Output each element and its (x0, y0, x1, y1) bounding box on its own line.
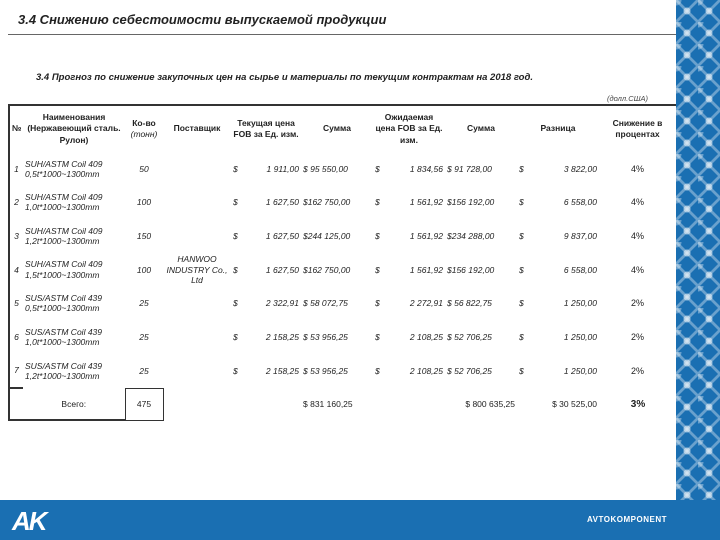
row-sum2: $234 288,00 (447, 230, 495, 241)
row-diff-dollar: $ (519, 298, 524, 309)
row-pct: 4% (599, 253, 677, 287)
total-diff: $ 30 525,00 (552, 399, 597, 410)
row-name: SUH/ASTM Coil 409 1,2t*1000~1300mm (25, 225, 103, 246)
row-num: 3 (9, 219, 23, 253)
row-sum2: $ 56 822,75 (447, 298, 492, 309)
currency-unit-note: (долл.США) (607, 94, 649, 103)
header-pct: Снижение в процентах (599, 105, 677, 152)
row-expected-dollar: $ (375, 365, 380, 376)
header-name: Наименования (Нержавеющий сталь. Рулон) (23, 105, 125, 152)
row-diff-dollar: $ (519, 365, 524, 376)
decorative-pattern-strip (676, 0, 720, 540)
row-pct: 4% (599, 152, 677, 186)
row-expected-price (373, 354, 445, 389)
row-expected-value: 1 561,92 (409, 264, 443, 275)
row-expected-value: 1 561,92 (409, 197, 443, 208)
table-row (9, 253, 677, 287)
table-row (9, 186, 677, 220)
row-diff-dollar: $ (519, 264, 524, 275)
row-current-dollar: $ (233, 230, 238, 241)
row-name: SUS/ASTM Coil 439 0,5t*1000~1300mm (25, 292, 102, 314)
row-current-dollar: $ (233, 197, 238, 208)
header-num: № (9, 105, 23, 152)
table-row (9, 286, 677, 320)
company-logo: AK (12, 506, 46, 536)
row-diff (517, 286, 599, 320)
row-diff-dollar: $ (519, 230, 524, 241)
row-expected-value: 1 561,92 (409, 230, 443, 241)
footer-bar (0, 500, 720, 540)
row-expected-dollar: $ (375, 331, 380, 342)
row-diff-value: 6 558,00 (563, 264, 597, 275)
table-header-row (9, 105, 677, 152)
row-current-price (231, 286, 301, 320)
row-current-price (231, 253, 301, 287)
header-qty-label: Ко-во (132, 117, 156, 128)
row-name: SUS/ASTM Coil 439 1,2t*1000~1300mm (25, 360, 102, 381)
row-sum2: $156 192,00 (447, 264, 495, 275)
row-current-dollar: $ (233, 298, 238, 309)
row-qty: 150 (136, 230, 152, 241)
row-diff (517, 354, 599, 389)
row-diff-dollar: $ (519, 331, 524, 342)
row-sum2: $156 192,00 (447, 197, 495, 208)
row-expected-dollar: $ (375, 230, 380, 241)
row-expected-dollar: $ (375, 197, 380, 208)
row-qty: 25 (139, 331, 149, 342)
row-sum2: $ 52 706,25 (447, 331, 492, 342)
row-diff (517, 152, 599, 186)
row-current-dollar: $ (233, 331, 238, 342)
supplier-cell: HANWOO INDUSTRY Co., Ltd (166, 254, 228, 286)
row-diff-value: 6 558,00 (563, 197, 597, 208)
row-diff-dollar: $ (519, 197, 524, 208)
row-name: SUH/ASTM Coil 409 1,0t*1000~1300mm (25, 192, 103, 213)
total-pct: 3% (630, 398, 646, 410)
header-qty-unit: (тонн) (130, 129, 158, 139)
row-expected-value: 2 272,91 (409, 298, 443, 309)
row-expected-price (373, 320, 445, 354)
row-current-price (231, 186, 301, 220)
row-qty: 25 (139, 298, 149, 309)
row-diff-value: 9 837,00 (563, 230, 597, 241)
row-expected-dollar: $ (375, 264, 380, 275)
header-qty (125, 105, 163, 152)
price-forecast-table (8, 104, 678, 421)
row-expected-dollar: $ (375, 298, 380, 309)
row-current-value: 1 627,50 (265, 197, 299, 208)
header-expected-price: Ожидаемая цена FOB за Ед. изм. (373, 105, 445, 152)
header-sum: Сумма (301, 105, 373, 152)
row-pct: 4% (599, 186, 677, 220)
row-num: 5 (9, 286, 23, 320)
total-empty-expected (373, 388, 445, 420)
row-expected-price (373, 286, 445, 320)
row-current-value: 1 911,00 (266, 163, 299, 174)
header-supplier: Поставщик (163, 105, 231, 152)
header-sum2: Сумма (445, 105, 517, 152)
row-sum2: $ 52 706,25 (447, 365, 492, 376)
row-pct: 2% (599, 286, 677, 320)
row-expected-price (373, 253, 445, 287)
row-current-price (231, 354, 301, 389)
row-num: 6 (9, 320, 23, 354)
row-pct: 2% (599, 354, 677, 389)
title-divider (8, 34, 676, 35)
header-current-price: Текущая цена FOB за Ед. изм. (231, 105, 301, 152)
row-sum: $ 58 072,75 (303, 298, 348, 309)
row-expected-price (373, 219, 445, 253)
table-row (9, 320, 677, 354)
row-sum2: $ 91 728,00 (447, 163, 492, 174)
row-expected-value: 1 834,56 (409, 163, 443, 174)
row-name: SUS/ASTM Coil 439 1,0t*1000~1300mm (25, 326, 102, 347)
row-current-price (231, 219, 301, 253)
row-diff-dollar: $ (519, 163, 524, 174)
row-current-price (231, 320, 301, 354)
total-empty-price (231, 388, 301, 420)
row-num: 2 (9, 186, 23, 220)
table-subtitle: 3.4 Прогноз по снижение закупочных цен на сырье и материалы по текущим контрактам на 2018 год. (36, 72, 533, 83)
row-sum: $244 125,00 (303, 230, 351, 241)
row-current-dollar: $ (233, 365, 238, 376)
row-diff (517, 186, 599, 220)
total-empty-supplier (163, 388, 231, 420)
total-sum: $ 831 160,25 (303, 399, 353, 410)
row-num: 4 (9, 253, 23, 287)
row-current-value: 2 158,25 (265, 331, 299, 342)
row-sum: $ 53 956,25 (303, 331, 348, 342)
row-diff (517, 320, 599, 354)
row-expected-value: 2 108,25 (409, 331, 443, 342)
table-row (9, 219, 677, 253)
row-sum: $162 750,00 (303, 264, 351, 275)
table-row (9, 354, 677, 389)
row-qty: 50 (139, 163, 149, 174)
row-sum: $162 750,00 (303, 197, 351, 208)
row-sum: $ 53 956,25 (303, 365, 348, 376)
row-current-value: 1 627,50 (265, 264, 299, 275)
row-current-value: 1 627,50 (265, 230, 299, 241)
row-name: SUH/ASTM Coil 409 1,5t*1000~1300mm (25, 259, 103, 280)
row-expected-dollar: $ (375, 163, 380, 174)
row-current-dollar: $ (233, 264, 238, 275)
page-title: 3.4 Снижению себестоимости выпускаемой продукции (18, 12, 387, 27)
brand-name: AVTOKOMPONENT (587, 515, 667, 524)
row-current-dollar: $ (233, 163, 238, 174)
row-diff (517, 219, 599, 253)
table-row (9, 152, 677, 186)
row-qty: 100 (136, 264, 152, 275)
row-current-value: 2 158,25 (265, 365, 299, 376)
header-diff: Разница (517, 105, 599, 152)
row-diff (517, 253, 599, 287)
row-current-value: 2 322,91 (265, 298, 299, 309)
row-diff-value: 1 250,00 (563, 298, 597, 309)
row-qty: 25 (139, 365, 149, 376)
total-spacer (9, 388, 23, 420)
total-qty: 475 (125, 388, 163, 420)
row-expected-price (373, 186, 445, 220)
row-expected-price (373, 152, 445, 186)
table-body (9, 152, 677, 420)
total-row (9, 388, 677, 420)
row-sum: $ 95 550,00 (303, 163, 348, 174)
total-sum2: $ 800 635,25 (465, 399, 515, 410)
total-label: Всего: (23, 388, 125, 420)
row-current-price (231, 152, 301, 186)
row-pct: 2% (599, 320, 677, 354)
row-num: 1 (9, 152, 23, 186)
row-qty: 100 (136, 197, 152, 208)
row-num: 7 (9, 354, 23, 389)
row-name: SUH/ASTM Coil 409 0,5t*1000~1300mm (25, 158, 103, 179)
row-diff-value: 3 822,00 (563, 163, 597, 174)
row-diff-value: 1 250,00 (563, 365, 597, 376)
row-diff-value: 1 250,00 (563, 331, 597, 342)
row-pct: 4% (599, 219, 677, 253)
row-expected-value: 2 108,25 (409, 365, 443, 376)
